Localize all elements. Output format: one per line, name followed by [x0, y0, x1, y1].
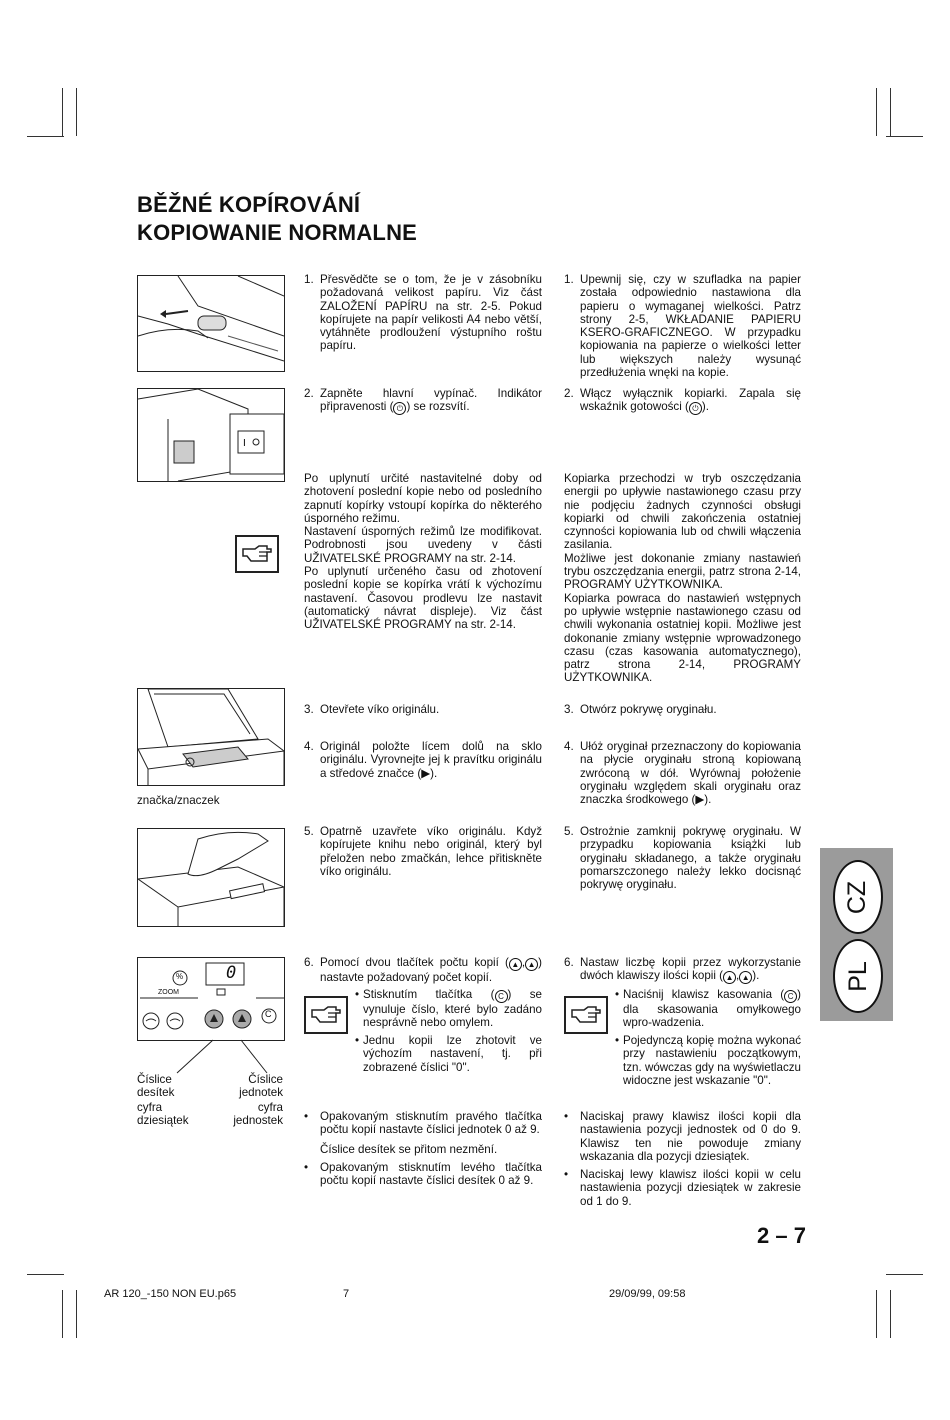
note-pl: Kopiarka przechodzi w tryb oszczędzania energii po upływie nastawionego czasu przy nie podjęciu żadnych czynności obsługi kopiarki od chwili zakończenia ostatniej czynności kopiowania lub od chwili włączenia zasilania. Możliwe jest dokonanie zmiany nastawień trybu oszczędzania energii, patrz strona 2-14, PROGRAMY UŻYTKOWNIKA. Kopiarka powraca do nastawień wstępnych po upływie wstępnie nastawionego czasu od chwili wykonania ostatniej kopii. Możliwe jest dokonanie zmiany wstępnie wprowadzonego czasu (czas kasowania automatycznego), patrz strona 2-14, PROGRAMY UŻYTKOWNIKA.: [564, 472, 801, 685]
bullet-pl-1: • Naciskaj prawy klawisz ilości kopii dla nastawienia pozycji jednostek od 0 do 9. Klawisz ten nie powoduje zmiany wskazania dla pozycji dziesiątek.: [564, 1110, 801, 1163]
up-arrow-icon: ▲: [723, 971, 736, 984]
bullet-cz-1: • Opakovaným stisknutím pravého tlačítka počtu kopií nastavte číslici jednotek 0 až 9. Číslice desítek se přitom nezmění.: [304, 1110, 542, 1156]
step-3-cz: 3. Otevřete víko originálu.: [304, 703, 440, 716]
step-2-cz: 2. Zapněte hlavní vypínač. Indikátor připravenosti ( ⏻ ) se rozsvítí.: [304, 387, 542, 414]
page-title-cz: BĚŽNÉ KOPÍROVÁNÍ: [137, 192, 361, 217]
crop-mark: [27, 1274, 64, 1275]
crop-mark: [76, 88, 77, 136]
zoom-label: ZOOM: [158, 989, 179, 996]
page-number: 2 – 7: [757, 1223, 806, 1248]
sub-note-pl-1: • Naciśnij klawisz kasowania ( C ) dla skasowania omyłkowego wpro-wadzenia.: [615, 988, 801, 1030]
percent-key-label: %: [176, 972, 184, 981]
step-6-pl: 6. Nastaw liczbę kopii przez wykorzystanie dwóch klawiszy ilości kopii ( ▲ , ▲ ).: [564, 956, 801, 983]
step-4-pl: 4. Ułóż oryginał przeznaczony do kopiowania na płycie oryginału stroną kopiowaną zwróconą w dół. Wyrównaj położenie oryginału względem skali oryginału oraz znaczka środkowego (▶).: [564, 740, 801, 807]
step-4-cz: 4. Originál položte lícem dolů na sklo originálu. Vyrovnejte jej k pravítku originálu a středové značce (▶).: [304, 740, 542, 780]
clear-key-icon: C: [784, 990, 797, 1003]
tab-pl-oval: PL: [833, 939, 883, 1013]
tab-cz-oval: CZ: [833, 860, 883, 934]
crop-mark: [876, 88, 877, 136]
tens-cz-label: Číslice desítek: [137, 1073, 175, 1099]
pointing-hand-icon: [304, 996, 348, 1034]
center-mark-icon: ▶: [695, 793, 705, 807]
center-mark-icon: ▶: [421, 766, 431, 780]
step-3-pl: 3. Otwórz pokrywę oryginału.: [564, 703, 717, 716]
crop-mark: [886, 1274, 923, 1275]
footer-file: AR 120_-150 NON EU.p65: [104, 1288, 237, 1300]
paper-tray-illustration: [137, 275, 285, 372]
svg-text:I: I: [243, 438, 246, 449]
up-arrow-icon: ▲: [509, 958, 522, 971]
ready-indicator-icon: ⏻: [393, 402, 406, 415]
crop-mark: [886, 136, 923, 137]
footer-page: 7: [343, 1288, 350, 1300]
up-arrow-icon: ▲: [739, 971, 752, 984]
bullet-pl-2: • Naciskaj lewy klawisz ilości kopii w celu nastawienia pozycji dziesiątek w zakresie od 1 do 9.: [564, 1168, 801, 1208]
crop-mark: [76, 1290, 77, 1338]
units-cz-label: Číslice jednotek: [239, 1073, 283, 1099]
crop-mark: [890, 88, 891, 136]
crop-mark: [62, 1290, 63, 1338]
control-panel-illustration: [137, 957, 285, 1041]
pointing-hand-icon: [235, 535, 279, 573]
tens-pl-label: cyfra dziesiątek: [137, 1101, 189, 1127]
sub-note-cz-2: • Jednu kopii lze zhotovit ve výchozím nastavení, tj. při zobrazené číslici "0".: [355, 1034, 542, 1074]
step-5-pl: 5. Ostrożnie zamknij pokrywę oryginału. W przypadku kopiowania książki lub oryginału składanego, a także oryginału pomarszczonego należy lekko docisnąć pokrywę oryginału.: [564, 825, 801, 892]
footer-date: 29/09/99, 09:58: [609, 1288, 686, 1300]
step-5-cz: 5. Opatrně uzavřete víko originálu. Když kopírujete knihu nebo originál, který byl přeložen nebo zmačkán, lehce přitiskněte víko originálu.: [304, 825, 542, 878]
page-title-pl: KOPIOWANIE NORMALNE: [137, 220, 418, 245]
clear-key-icon: C: [495, 990, 508, 1003]
step-1-pl: 1. Upewnij się, czy w szufladka na papier została odpowiednio nastawiona dla papieru o wymaganej wielkości. Patrz strony 2-5, WKŁADANIE PAPIERU KSERO-GRAFICZNEGO. W przypadku kopiowania na papierze o wielkości letter lub większych należy wysunąć przedłużenia wnęki na kopie.: [564, 273, 801, 380]
crop-mark: [62, 88, 63, 136]
units-pl-label: cyfra jednostek: [233, 1101, 283, 1127]
crop-mark: [890, 1290, 891, 1338]
ready-indicator-icon: ⏻: [689, 402, 702, 415]
step-2-pl: 2. Włącz wyłącznik kopiarki. Zapala się wskaźnik gotowości ( ⏻ ).: [564, 387, 801, 414]
crop-mark: [27, 136, 64, 137]
note-cz: Po uplynutí určité nastavitelné doby od zhotovení poslední kopie nebo od posledního zapnutí kopírky vstoupí kopírka do některého úsporného režimu. Nastavení úsporných režimů lze modifikovat. Podrobnosti jsou uvedeny v části UŽIVATELSKÉ PROGRAMY na str. 2-14. Po uplynutí určeného času od zhotovení poslední kopie se kopírka vrátí k výchozímu nastavení. Časovou prodlevu lze nastavit (automatický návrat displeje). Viz část UŽIVATELSKÉ PROGRAMY na str. 2-14.: [304, 472, 542, 632]
callout-lines: [137, 1035, 283, 1075]
copy-count-display: 0: [226, 963, 237, 983]
open-cover-illustration: [137, 688, 285, 786]
step-6-cz: 6. Pomocí dvou tlačítek počtu kopií ( ▲ , ▲ ) nastavte požadovaný počet kopií.: [304, 956, 542, 984]
step-1-cz: 1. Přesvědčte se o tom, že je v zásobníku požadovaná velikost papíru. Viz část ZALOŽENÍ PAPÍRU na str. 2-5. Pokud kopírujete na papír velikosti A4 nebo větší, vytáhněte prodloužení výstupního roštu papíru.: [304, 273, 542, 353]
language-side-tab: [820, 848, 893, 1021]
bullet-cz-2: • Opakovaným stisknutím levého tlačítka počtu kopií nastavte číslici desítek 0 až 9.: [304, 1161, 542, 1188]
power-switch-illustration: [137, 388, 285, 482]
up-arrow-icon: ▲: [525, 958, 538, 971]
sub-note-pl-2: • Pojedynczą kopię można wykonać przy nastawieniu początkowym, tzn. wówczas gdy na wyświetlaczu widoczne jest wskazanie "0".: [615, 1034, 801, 1087]
clear-key-label: C: [265, 1009, 272, 1019]
close-cover-illustration: [137, 828, 285, 927]
sub-note-cz-1: • Stisknutím tlačítka ( C ) se vynuluje číslo, které bylo zadáno nesprávně nebo omylem.: [355, 988, 542, 1030]
mark-label: značka/znaczek: [137, 794, 220, 807]
pointing-hand-icon: [564, 996, 608, 1034]
crop-mark: [876, 1290, 877, 1338]
